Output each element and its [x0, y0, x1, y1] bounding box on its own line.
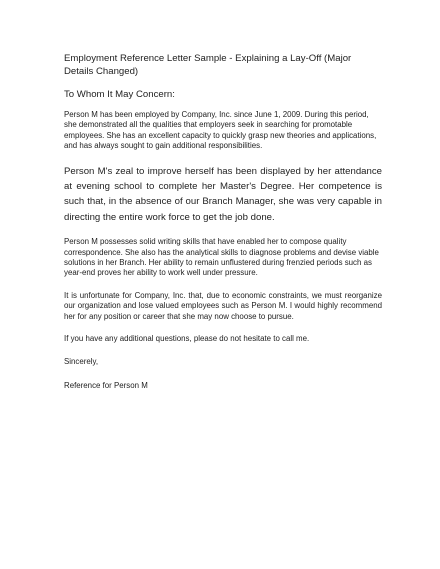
paragraph-skills: Person M possesses solid writing skills that have enabled her to compose quality correspondence. She also has the analytical skills to diagnose problems and devise viable solutions in her Branch. Her ability to remain unflustered during frenzied periods such as year-end proves her ability to work well under pressure. [64, 237, 379, 278]
signature: Reference for Person M [64, 380, 148, 390]
closing: Sincerely, [64, 356, 99, 366]
paragraph-education: Person M's zeal to improve herself has been displayed by her attendance at evening school to complete her Master's Degree. Her competence is such that, in the absence of our Branch Manager, she was very capable in directing the entire work force to get the job done. [64, 165, 382, 223]
paragraph-layoff: It is unfortunate for Company, Inc. that, due to economic constraints, we must reorganize our organization and lose valued employees such as Person M. I would highly recommend her for any position or career that she may now choose to pursue. [64, 290, 382, 321]
letter-title: Employment Reference Letter Sample - Explaining a Lay-Off (Major Details Changed) [64, 53, 352, 77]
paragraph-contact: If you have any additional questions, please do not hesitate to call me. [64, 334, 310, 344]
letter-body [64, 52, 382, 405]
paragraph-employment: Person M has been employed by Company, Inc. since June 1, 2009. During this period, she demonstrated all the qualities that employers seek in searching for promotable employees. She has an excellent capacity to quickly grasp new theories and applications, and has always sought to gain additional responsibilities. [64, 110, 377, 151]
salutation: To Whom It May Concern: [64, 89, 175, 100]
